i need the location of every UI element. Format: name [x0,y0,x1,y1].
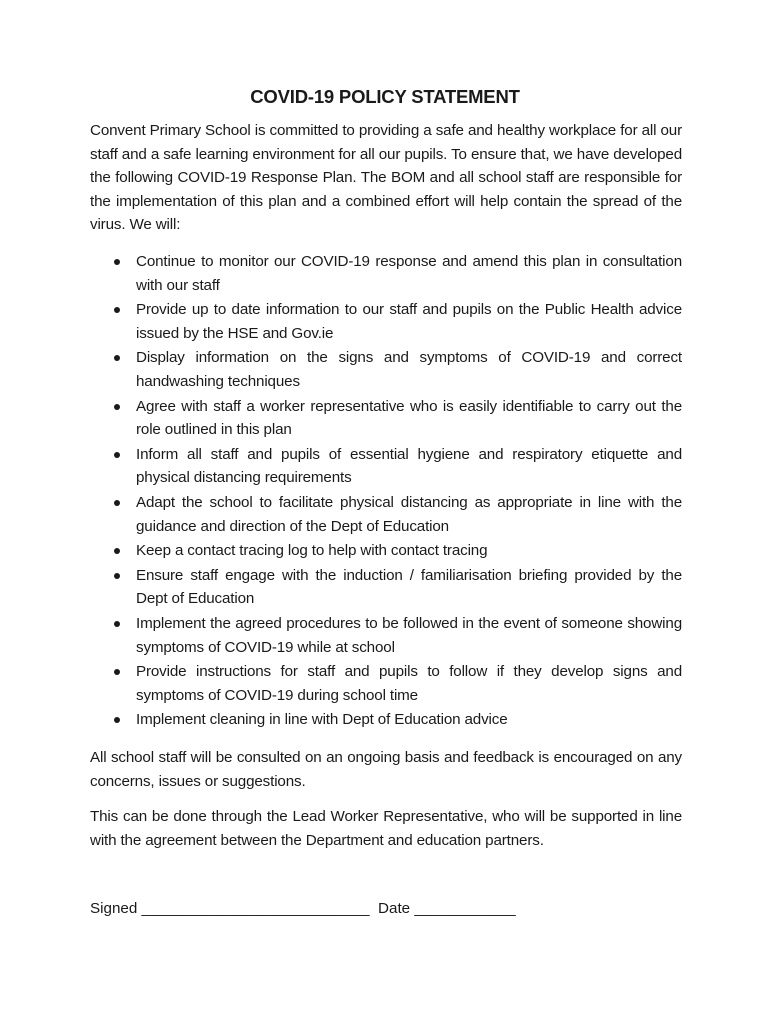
list-item: Ensure staff engage with the induction / familiarisation briefing provided by the Dept of Education [90,564,682,611]
date-label: Date [378,900,411,917]
consultation-paragraph: All school staff will be consulted on an ongoing basis and feedback is encouraged on any concerns, issues or suggestions. [90,749,682,790]
list-item: Implement cleaning in line with Dept of Education advice [90,708,682,732]
bullet-icon [114,717,120,723]
signed-label: Signed [90,900,138,917]
intro-paragraph: Convent Primary School is committed to providing a safe and healthy workplace for all our staff and a safe learning environment for all our pupils. To ensure that, we have developed the following COVID-19 Response Plan. The BOM and all school staff are responsible for the implementation of this plan and a combined effort will help contain the spread of the virus. We will: [90,122,682,234]
bullet-icon [114,548,120,554]
list-item: Continue to monitor our COVID-19 response and amend this plan in consultation with our staff [90,250,682,297]
commitments-list [90,250,682,733]
list-item: Provide up to date information to our staff and pupils on the Public Health advice issued by the HSE and Gov.ie [90,298,682,345]
bullet-icon [114,573,120,579]
list-item: Display information on the signs and symptoms of COVID-19 and correct handwashing techniques [90,346,682,393]
bullet-icon [114,404,120,410]
list-item: Inform all staff and pupils of essential hygiene and respiratory etiquette and physical distancing requirements [90,443,682,490]
representative-paragraph: This can be done through the Lead Worker Representative, who will be supported in line with the agreement between the Department and education partners. [90,808,682,849]
bullet-icon [114,500,120,506]
signature-field[interactable]: ___________________________ [141,900,370,917]
list-item: Agree with staff a worker representative who is easily identifiable to carry out the role outlined in this plan [90,395,682,442]
bullet-icon [114,355,120,361]
bullet-icon [114,259,120,265]
page-title: COVID-19 POLICY STATEMENT [250,86,520,107]
date-field[interactable]: ____________ [414,900,516,917]
list-item: Implement the agreed procedures to be followed in the event of someone showing symptoms of COVID-19 while at school [90,612,682,659]
list-item: Keep a contact tracing log to help with contact tracing [90,539,682,563]
list-item: Adapt the school to facilitate physical distancing as appropriate in line with the guidance and direction of the Dept of Education [90,491,682,538]
signature-line [90,897,516,921]
list-item: Provide instructions for staff and pupils to follow if they develop signs and symptoms of COVID-19 during school time [90,660,682,707]
bullet-icon [114,669,120,675]
bullet-icon [114,621,120,627]
bullet-icon [114,307,120,313]
bullet-icon [114,452,120,458]
